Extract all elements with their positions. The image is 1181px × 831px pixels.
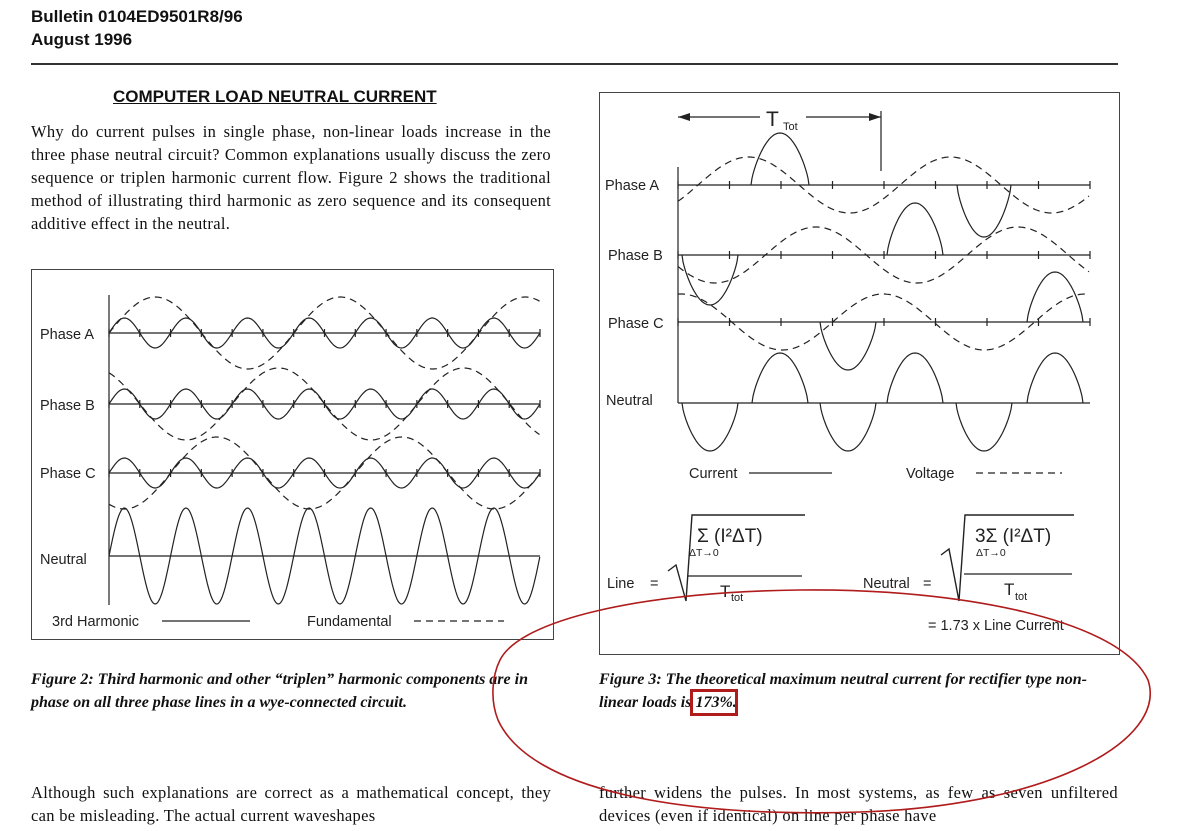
right-body-paragraph: further widens the pulses. In most systems, as few as seven unfiltered devices (even if identical) on line per phase have (599, 783, 1118, 825)
formula-neutral-limit: ΔT→0 (976, 547, 1006, 559)
formula-line-label: Line (607, 576, 635, 592)
fig2-label-neutral: Neutral (40, 552, 87, 568)
formula-line-limit: ΔT→0 (689, 547, 719, 559)
fig3-legend-dashed: Voltage (906, 466, 955, 482)
fig2-legend-solid: 3rd Harmonic (52, 614, 140, 630)
fig2-label-phase-a: Phase A (40, 327, 95, 343)
figure-2-caption: Figure 2: Third harmonic and other “triplen” harmonic components are in phase on all three phase lines in a wye-connected circuit. (31, 671, 528, 711)
section-title: COMPUTER LOAD NEUTRAL CURRENT (113, 87, 437, 106)
formula-line-denominator-sub: tot (731, 592, 744, 604)
intro-paragraph: Why do current pulses in single phase, non-linear loads increase in the three phase neutral circuit? Common explanations usually discuss the zero sequence or triplen harmonic current flow. Figure 2 shows the traditional method of illustrating third harmonic as zero sequence and its consequent additive effect in the neutral. (31, 122, 551, 233)
fig3-label-phase-a: Phase A (605, 178, 660, 194)
annotation-ellipse (493, 590, 1150, 813)
t-tot-label: T (766, 108, 779, 131)
formula-neutral-label: Neutral (863, 576, 910, 592)
fig2-label-phase-c: Phase C (40, 466, 96, 482)
figure-3-caption-end: . (732, 694, 737, 711)
formula-neutral-numerator: 3Σ (I²ΔT) (975, 526, 1052, 547)
fig3-legend-solid: Current (689, 466, 738, 482)
formula-line-denominator: T (720, 582, 731, 601)
left-body-paragraph: Although such explanations are correct as a mathematical concept, they can be misleading. The actual current waveshapes (31, 783, 551, 825)
t-tot-subscript: Tot (783, 121, 798, 133)
fig3-label-neutral: Neutral (606, 393, 653, 409)
fig3-label-phase-c: Phase C (608, 316, 664, 332)
formula-result: = 1.73 x Line Current (928, 618, 1064, 634)
fig3-label-phase-b: Phase B (608, 248, 663, 264)
formula-neutral-denominator: T (1004, 580, 1015, 599)
formula-line-equals: = (650, 576, 659, 592)
bulletin-date: August 1996 (31, 30, 133, 49)
formula-line-numerator: Σ (I²ΔT) (697, 526, 763, 547)
figure-3-caption-highlight: 173% (695, 694, 733, 711)
figure-3-caption-main: Figure 3: The theoretical maximum neutral current for rectifier type non-linear loads is (599, 671, 1087, 711)
formula-neutral-denominator-sub: tot (1015, 591, 1028, 603)
bulletin-number: Bulletin 0104ED9501R8/96 (31, 7, 243, 26)
formula-neutral-equals: = (923, 576, 932, 592)
fig2-legend-dashed: Fundamental (307, 614, 392, 630)
fig2-label-phase-b: Phase B (40, 398, 95, 414)
